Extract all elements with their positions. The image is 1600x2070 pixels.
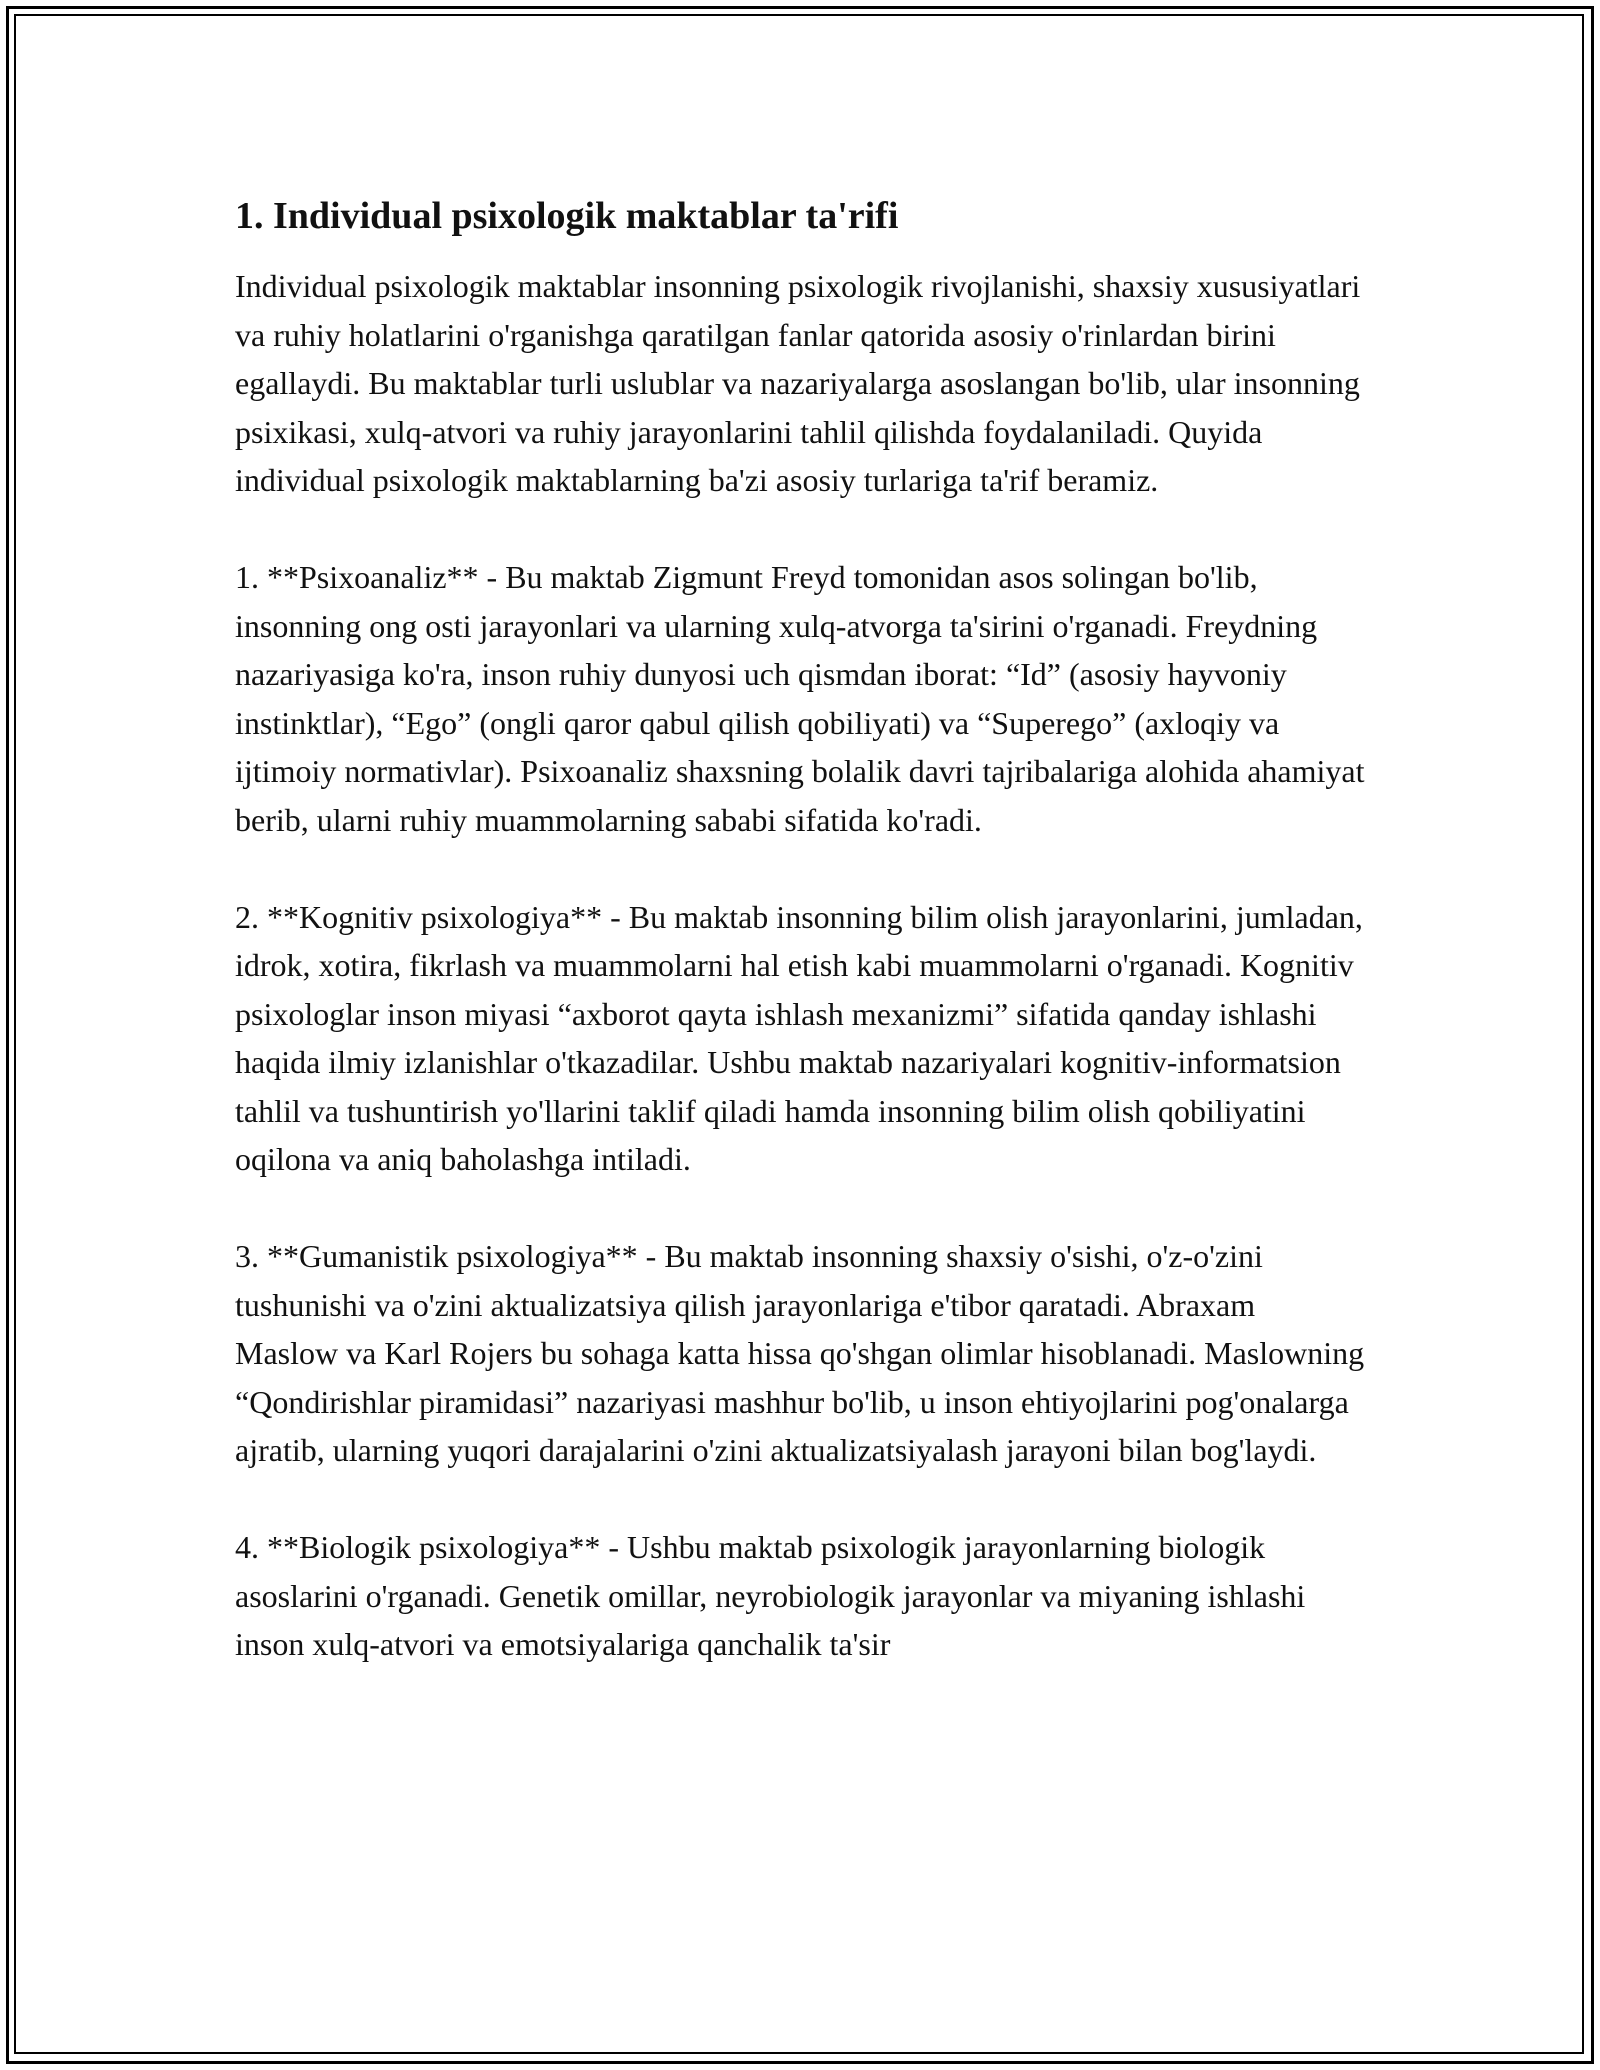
intro-paragraph: Individual psixologik maktablar insonning psixologik rivojlanishi, shaxsiy xususiyatlari va ruhiy holatlarini o'rganishga qaratilgan fanlar qatorida asosiy o'rinlardan birini egallaydi. Bu maktablar turli uslublar va nazariyalarga asoslangan bo'lib, ular insonning psixikasi, xulq-atvori va ruhiy jarayonlarini tahlil qilishda foydalaniladi. Quyida individual psixologik maktablarning ba'zi asosiy turlariga ta'rif beramiz. — [235, 268, 1361, 498]
paragraph-gumanistik-psixologiya: 3. **Gumanistik psixologiya** - Bu maktab insonning shaxsiy o'sishi, o'z-o'zini tushunishi va o'zini aktualizatsiya qilish jarayonlariga e'tibor qaratadi. Abraxam Maslow va Karl Rojers bu sohaga katta hissa qo'shgan olimlar hisoblanadi. Maslowning “Qondirishlar piramidasi” nazariyasi mashhur bo'lib, u inson ehtiyojlarini pog'onalarga ajratib, ularning yuqori darajalarini o'zini aktualizatsiyalash jarayoni bilan bog'laydi. — [235, 1238, 1365, 1468]
section-heading: 1. Individual psixologik maktablar ta'rifi — [235, 195, 899, 237]
paragraph-kognitiv-psixologiya: 2. **Kognitiv psixologiya** - Bu maktab insonning bilim olish jarayonlarini, jumladan, idrok, xotira, fikrlash va muammolarni hal etish kabi muammolarni o'rganadi. Kognitiv psixologlar inson miyasi “axborot qayta ishlash mexanizmi” sifatida qanday ishlashi haqida ilmiy izlanishlar o'tkazadilar. Ushbu maktab nazariyalari kognitiv-informatsion tahlil va tushuntirish yo'llarini taklif qiladi hamda insonning bilim olish qobiliyatini oqilona va aniq baholashga intiladi. — [235, 898, 1363, 1177]
document-body — [235, 180, 1365, 1717]
paragraph-biologik-psixologiya: 4. **Biologik psixologiya** - Ushbu maktab psixologik jarayonlarning biologik asoslarini o'rganadi. Genetik omillar, neyrobiologik jarayonlar va miyaning ishlashi inson xulq-atvori va emotsiyalariga qanchalik ta'sir — [235, 1529, 1306, 1662]
paragraph-psixoanaliz: 1. **Psixoanaliz** - Bu maktab Zigmunt Freyd tomonidan asos solingan bo'lib, insonning ong osti jarayonlari va ularning xulq-atvorga ta'sirini o'rganadi. Freydning nazariyasiga ko'ra, inson ruhiy dunyosi uch qismdan iborat: “Id” (asosiy hayvoniy instinktlar), “Ego” (ongli qaror qabul qilish qobiliyati) va “Superego” (axloqiy va ijtimoiy normativlar). Psixoanaliz shaxsning bolalik davri tajribalariga alohida ahamiyat berib, ularni ruhiy muammolarning sababi sifatida ko'radi. — [235, 559, 1365, 838]
